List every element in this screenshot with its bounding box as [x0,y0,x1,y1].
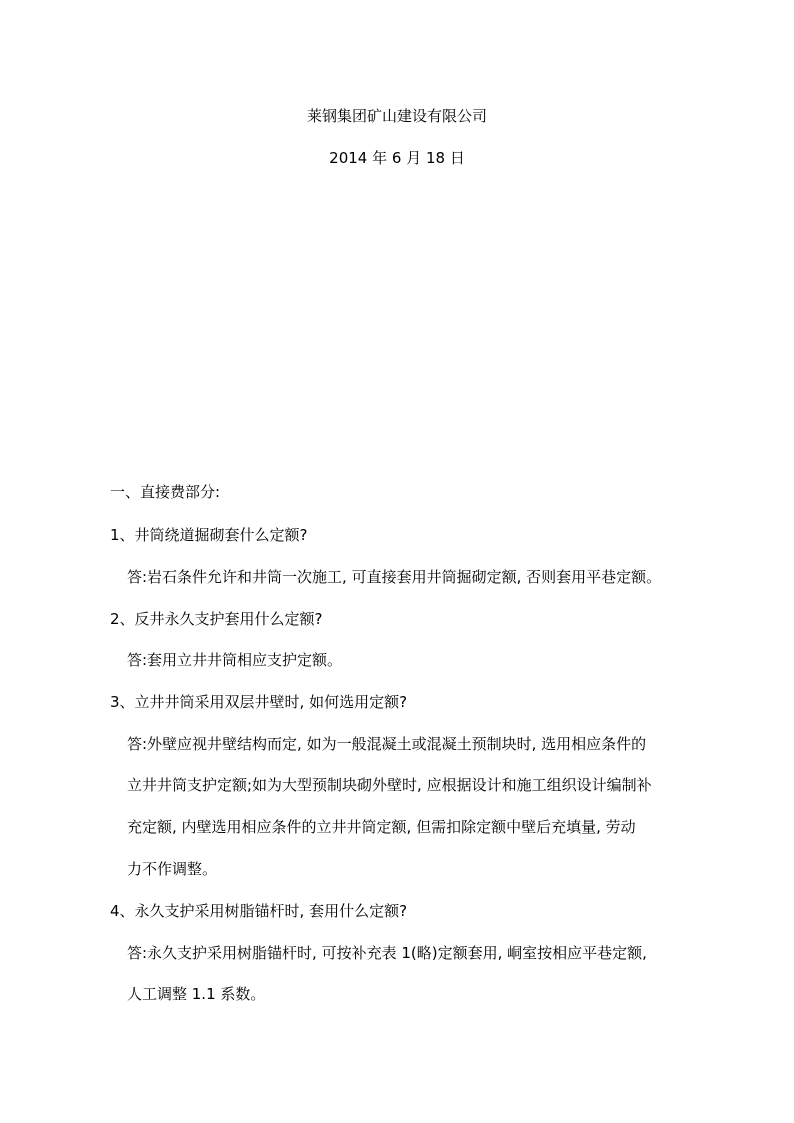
question-3: 3、立井井筒采用双层井壁时, 如何选用定额? [110,693,408,711]
answer-1-line-1: 答:岩石条件允许和井筒一次施工, 可直接套用井筒掘砌定额, 否则套用平巷定额。 [127,568,662,586]
question-2: 2、反井永久支护套用什么定额? [110,610,323,628]
question-1: 1、井筒绕道掘砌套什么定额? [110,526,308,544]
answer-3-line-4: 力不作调整。 [127,860,218,878]
answer-3-line-1: 答:外壁应视井壁结构而定, 如为一般混凝土或混凝土预制块时, 选用相应条件的 [127,735,647,753]
answer-3-line-3: 充定额, 内壁选用相应条件的立井井筒定额, 但需扣除定额中壁后充填量, 劳动 [127,818,636,836]
document-date: 2014 年 6 月 18 日 [329,149,465,167]
company-name: 莱钢集团矿山建设有限公司 [306,107,487,125]
answer-2-line-1: 答:套用立井井筒相应支护定额。 [127,651,343,669]
answer-4-line-1: 答:永久支护采用树脂锚杆时, 可按补充表 1(略)定额套用, 峒室按相应平巷定额, [127,944,647,962]
answer-4-line-2: 人工调整 1.1 系数。 [127,985,266,1003]
question-4: 4、永久支护采用树脂锚杆时, 套用什么定额? [110,902,408,920]
section-title: 一、直接费部分: [110,483,221,501]
answer-3-line-2: 立井井筒支护定额;如为大型预制块砌外壁时, 应根据设计和施工组织设计编制补 [127,776,652,794]
